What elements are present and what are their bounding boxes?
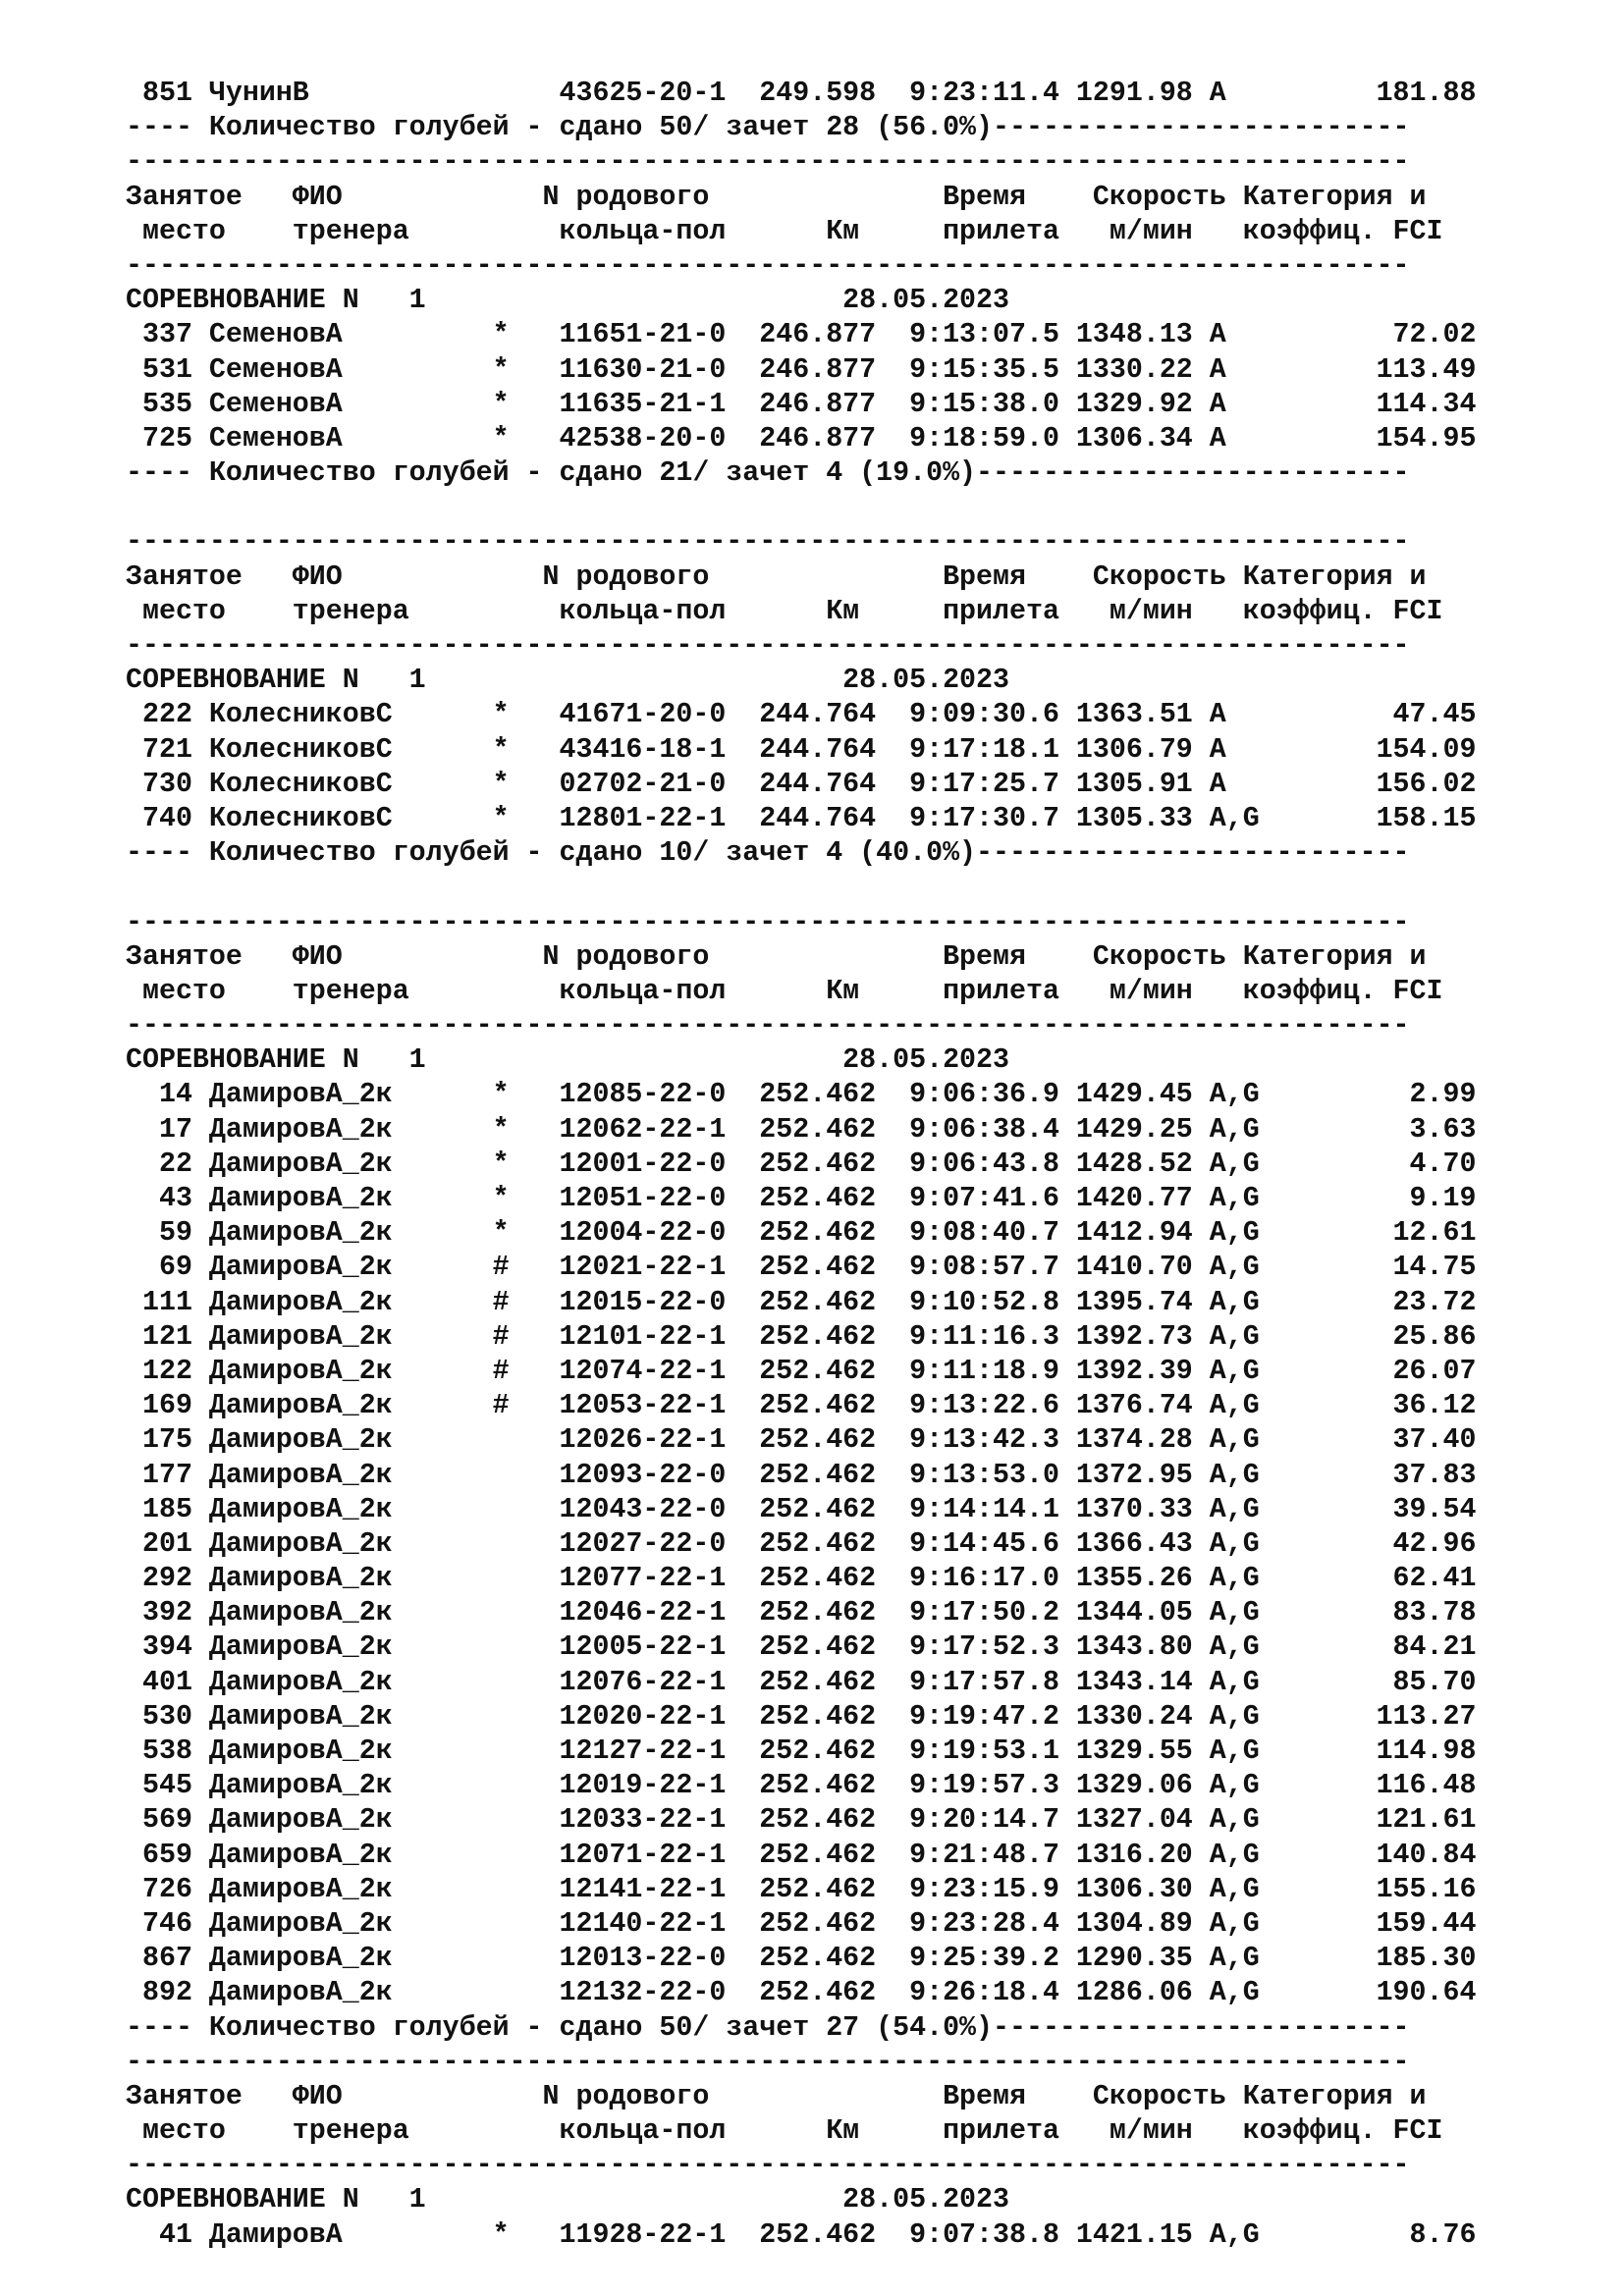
- competition-line: СОРЕВНОВАНИЕ N 1 28.05.2023: [126, 2184, 1009, 2216]
- table-row: 392 ДамировА_2к 12046-22-1 252.462 9:17:50.2 1344.05 A,G 83.78: [126, 1597, 1477, 1629]
- table-header-row-2: место тренера кольца-пол Км прилета м/мин коэффиц. FCI: [126, 215, 1443, 247]
- table-row: 721 КолесниковС * 43416-18-1 244.764 9:17:18.1 1306.79 A 154.09: [126, 733, 1477, 766]
- table-row: 177 ДамировА_2к 12093-22-0 252.462 9:13:53.0 1372.95 A,G 37.83: [126, 1459, 1477, 1491]
- summary-line: ---- Количество голубей - сдано 10/ зачет 4 (40.0%)--------------------------: [126, 837, 1410, 870]
- table-row: 43 ДамировА_2к * 12051-22-0 252.462 9:07:41.6 1420.77 A,G 9.19: [126, 1183, 1477, 1214]
- table-header-row-1: Занятое ФИО N родового Время Скорость Категория и: [126, 2080, 1427, 2112]
- table-header-row-2: место тренера кольца-пол Км прилета м/мин коэффиц. FCI: [126, 2115, 1443, 2148]
- separator-line: -----------------------------------------------------------------------------: [126, 249, 1410, 282]
- table-row: 401 ДамировА_2к 12076-22-1 252.462 9:17:57.8 1343.14 A,G 85.70: [126, 1666, 1477, 1698]
- table-row: 851 ЧунинВ 43625-20-1 249.598 9:23:11.4 1291.98 A 181.88: [126, 78, 1477, 109]
- results-report: [126, 77, 1598, 2253]
- separator-line: -----------------------------------------------------------------------------: [126, 2046, 1410, 2078]
- table-row: 14 ДамировА_2к * 12085-22-0 252.462 9:06:36.9 1429.45 A,G 2.99: [126, 1079, 1477, 1111]
- table-row: 740 КолесниковС * 12801-22-1 244.764 9:17:30.7 1305.33 A,G 158.15: [126, 802, 1477, 834]
- table-row: 867 ДамировА_2к 12013-22-0 252.462 9:25:39.2 1290.35 A,G 185.30: [126, 1943, 1477, 1975]
- separator-line: -----------------------------------------------------------------------------: [126, 630, 1410, 662]
- summary-line: ---- Количество голубей - сдано 50/ зачет 27 (54.0%)-------------------------: [126, 2011, 1410, 2044]
- table-row: 746 ДамировА_2к 12140-22-1 252.462 9:23:28.4 1304.89 A,G 159.44: [126, 1907, 1477, 1940]
- competition-line: СОРЕВНОВАНИЕ N 1 28.05.2023: [126, 1044, 1009, 1077]
- table-row: 659 ДамировА_2к 12071-22-1 252.462 9:21:48.7 1316.20 A,G 140.84: [126, 1839, 1477, 1871]
- table-row: 531 СеменовА * 11630-21-0 246.877 9:15:35.5 1330.22 A 113.49: [126, 353, 1477, 386]
- table-row: 725 СеменовА * 42538-20-0 246.877 9:18:59.0 1306.34 A 154.95: [126, 422, 1477, 454]
- table-row: 337 СеменовА * 11651-21-0 246.877 9:13:07.5 1348.13 A 72.02: [126, 319, 1477, 351]
- competition-line: СОРЕВНОВАНИЕ N 1 28.05.2023: [126, 285, 1009, 317]
- table-row: 545 ДамировА_2к 12019-22-1 252.462 9:19:57.3 1329.06 A,G 116.48: [126, 1770, 1477, 1802]
- table-row: 111 ДамировА_2к # 12015-22-0 252.462 9:10:52.8 1395.74 A,G 23.72: [126, 1286, 1477, 1318]
- blank-line: [126, 491, 1598, 525]
- table-row: 59 ДамировА_2к * 12004-22-0 252.462 9:08:40.7 1412.94 A,G 12.61: [126, 1217, 1477, 1250]
- table-row: 41 ДамировА * 11928-22-1 252.462 9:07:38.8 1421.15 A,G 8.76: [126, 2218, 1477, 2251]
- blank-line: [126, 871, 1598, 905]
- table-header-row-1: Занятое ФИО N родового Время Скорость Категория и: [126, 561, 1427, 593]
- summary-line: ---- Количество голубей - сдано 21/ зачет 4 (19.0%)--------------------------: [126, 457, 1410, 490]
- table-row: 122 ДамировА_2к # 12074-22-1 252.462 9:11:18.9 1392.39 A,G 26.07: [126, 1355, 1477, 1387]
- table-row: 730 КолесниковС * 02702-21-0 244.764 9:17:25.7 1305.91 A 156.02: [126, 768, 1477, 800]
- table-row: 535 СеменовА * 11635-21-1 246.877 9:15:38.0 1329.92 A 114.34: [126, 388, 1477, 420]
- table-header-row-1: Занятое ФИО N родового Время Скорость Категория и: [126, 181, 1427, 213]
- table-row: 726 ДамировА_2к 12141-22-1 252.462 9:23:15.9 1306.30 A,G 155.16: [126, 1873, 1477, 1905]
- table-row: 530 ДамировА_2к 12020-22-1 252.462 9:19:47.2 1330.24 A,G 113.27: [126, 1700, 1477, 1733]
- table-header-row-2: место тренера кольца-пол Км прилета м/мин коэффиц. FCI: [126, 595, 1443, 627]
- table-row: 175 ДамировА_2к 12026-22-1 252.462 9:13:42.3 1374.28 A,G 37.40: [126, 1424, 1477, 1457]
- table-row: 22 ДамировА_2к * 12001-22-0 252.462 9:06:43.8 1428.52 A,G 4.70: [126, 1148, 1477, 1180]
- table-row: 121 ДамировА_2к # 12101-22-1 252.462 9:11:16.3 1392.73 A,G 25.86: [126, 1320, 1477, 1353]
- table-row: 569 ДамировА_2к 12033-22-1 252.462 9:20:14.7 1327.04 A,G 121.61: [126, 1804, 1477, 1837]
- table-row: 394 ДамировА_2к 12005-22-1 252.462 9:17:52.3 1343.80 A,G 84.21: [126, 1631, 1477, 1664]
- competition-line: СОРЕВНОВАНИЕ N 1 28.05.2023: [126, 665, 1009, 697]
- table-row: 69 ДамировА_2к # 12021-22-1 252.462 9:08:57.7 1410.70 A,G 14.75: [126, 1252, 1477, 1284]
- separator-line: -----------------------------------------------------------------------------: [126, 906, 1410, 938]
- separator-line: -----------------------------------------------------------------------------: [126, 1010, 1410, 1042]
- table-row: 17 ДамировА_2к * 12062-22-1 252.462 9:06:38.4 1429.25 A,G 3.63: [126, 1113, 1477, 1146]
- separator-line: -----------------------------------------------------------------------------: [126, 526, 1410, 559]
- table-row: 185 ДамировА_2к 12043-22-0 252.462 9:14:14.1 1370.33 A,G 39.54: [126, 1493, 1477, 1525]
- table-row: 292 ДамировА_2к 12077-22-1 252.462 9:16:17.0 1355.26 A,G 62.41: [126, 1563, 1477, 1595]
- table-row: 222 КолесниковС * 41671-20-0 244.764 9:09:30.6 1363.51 A 47.45: [126, 699, 1477, 731]
- table-row: 538 ДамировА_2к 12127-22-1 252.462 9:19:53.1 1329.55 A,G 114.98: [126, 1735, 1477, 1767]
- summary-line: ---- Количество голубей - сдано 50/ зачет 28 (56.0%)-------------------------: [126, 112, 1410, 144]
- table-header-row-1: Занятое ФИО N родового Время Скорость Категория и: [126, 940, 1427, 973]
- table-row: 201 ДамировА_2к 12027-22-0 252.462 9:14:45.6 1366.43 A,G 42.96: [126, 1527, 1477, 1560]
- separator-line: -----------------------------------------------------------------------------: [126, 146, 1410, 179]
- table-header-row-2: место тренера кольца-пол Км прилета м/мин коэффиц. FCI: [126, 975, 1443, 1007]
- table-row: 892 ДамировА_2к 12132-22-0 252.462 9:26:18.4 1286.06 A,G 190.64: [126, 1977, 1477, 2009]
- table-row: 169 ДамировА_2к # 12053-22-1 252.462 9:13:22.6 1376.74 A,G 36.12: [126, 1390, 1477, 1422]
- separator-line: -----------------------------------------------------------------------------: [126, 2150, 1410, 2182]
